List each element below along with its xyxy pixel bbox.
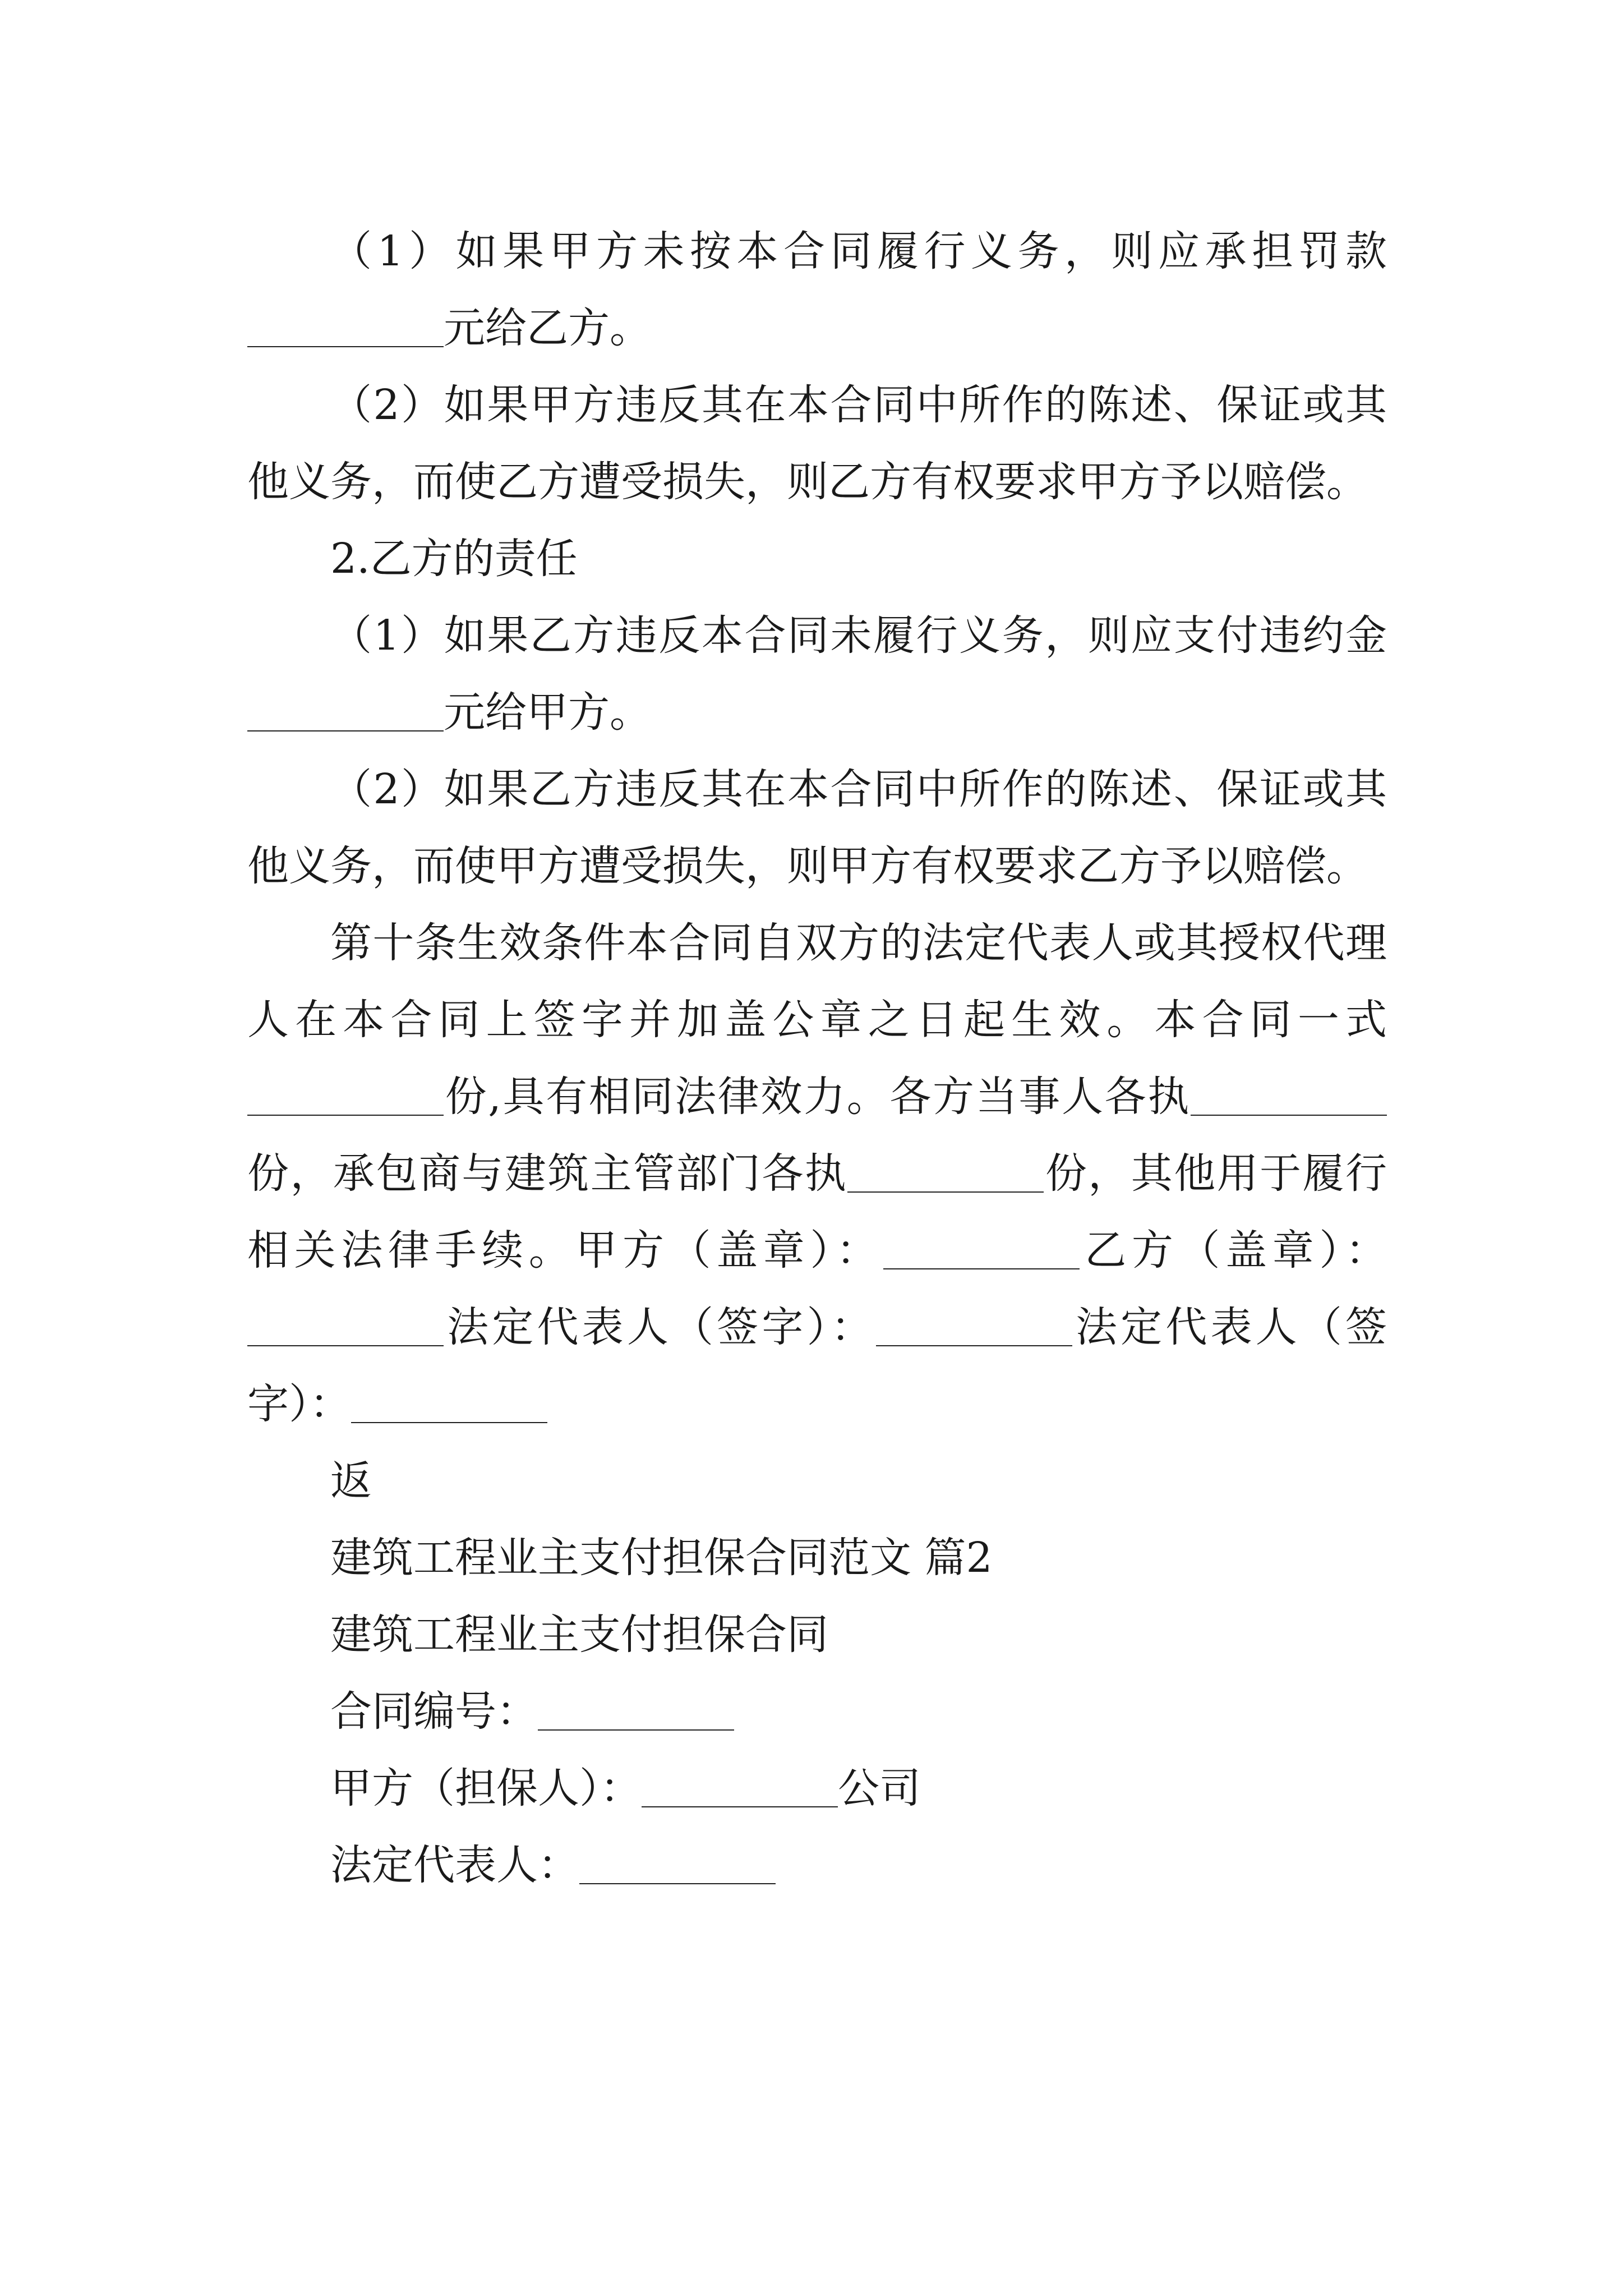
document-page — [247, 213, 1387, 1904]
return-link[interactable]: 返 — [330, 1457, 372, 1505]
fill-blank — [847, 1150, 1044, 1193]
label: 法定代表人： — [330, 1841, 579, 1889]
fill-blank — [247, 689, 444, 731]
text: 法定代表人（签字）： — [444, 1303, 876, 1351]
fill-blank — [247, 1073, 444, 1116]
text: （1）如果甲方未按本合同履行义务，则应承担罚款 — [330, 227, 1387, 275]
contract-title: 建筑工程业主支付担保合同 — [330, 1611, 828, 1659]
fill-blank — [642, 1765, 838, 1807]
text: 元给乙方。 — [444, 304, 651, 352]
paragraph-party-a-penalty — [247, 213, 1387, 367]
text: 份，其他用于履行相关法律手续。甲方（盖章）： — [247, 1149, 1387, 1274]
text: 元给甲方。 — [444, 688, 651, 737]
section-heading-party-b-liability: 2.乙方的责任 — [330, 535, 578, 583]
fill-blank — [876, 1304, 1072, 1346]
label: 甲方（担保人）： — [330, 1764, 642, 1812]
fill-blank — [247, 305, 444, 347]
label: 合同编号： — [330, 1687, 538, 1736]
paragraph-party-b-penalty — [247, 597, 1387, 751]
fill-blank — [247, 1304, 444, 1346]
text: 份，承包商与建筑主管部门各执 — [247, 1149, 848, 1198]
text: 乙方（盖章）： — [1079, 1226, 1387, 1274]
text: （1）如果乙方违反本合同未履行义务，则应支付违约金 — [330, 611, 1387, 660]
contract-number-line — [247, 1673, 1387, 1750]
paragraph-party-a-compensation: （2）如果甲方违反其在本合同中所作的陈述、保证或其他义务，而使乙方遭受损失，则乙方有权要求甲方予以赔偿。 — [247, 381, 1387, 506]
legal-representative-line — [247, 1827, 1387, 1904]
fill-blank — [883, 1227, 1080, 1269]
text: 份,具有相同法律效力。各方当事人各执 — [444, 1073, 1191, 1121]
guarantor-line — [247, 1750, 1387, 1827]
paragraph-article-ten-effectiveness — [247, 905, 1387, 1443]
text: 法定代表人（签字）： — [247, 1303, 1387, 1428]
article-title: 建筑工程业主支付担保合同范文 篇2 — [330, 1534, 993, 1582]
fill-blank — [538, 1688, 734, 1731]
fill-blank — [1191, 1073, 1387, 1116]
text: 第十条生效条件本合同自双方的法定代表人或其授权代理人在本合同上签字并加盖公章之日起生效。本合同一式 — [247, 919, 1387, 1044]
fill-blank — [351, 1381, 547, 1423]
fill-blank — [579, 1842, 776, 1884]
paragraph-party-b-compensation: （2）如果乙方违反其在本合同中所作的陈述、保证或其他义务，而使甲方遭受损失，则甲方有权要求乙方予以赔偿。 — [247, 765, 1387, 890]
text: 公司 — [838, 1764, 921, 1812]
